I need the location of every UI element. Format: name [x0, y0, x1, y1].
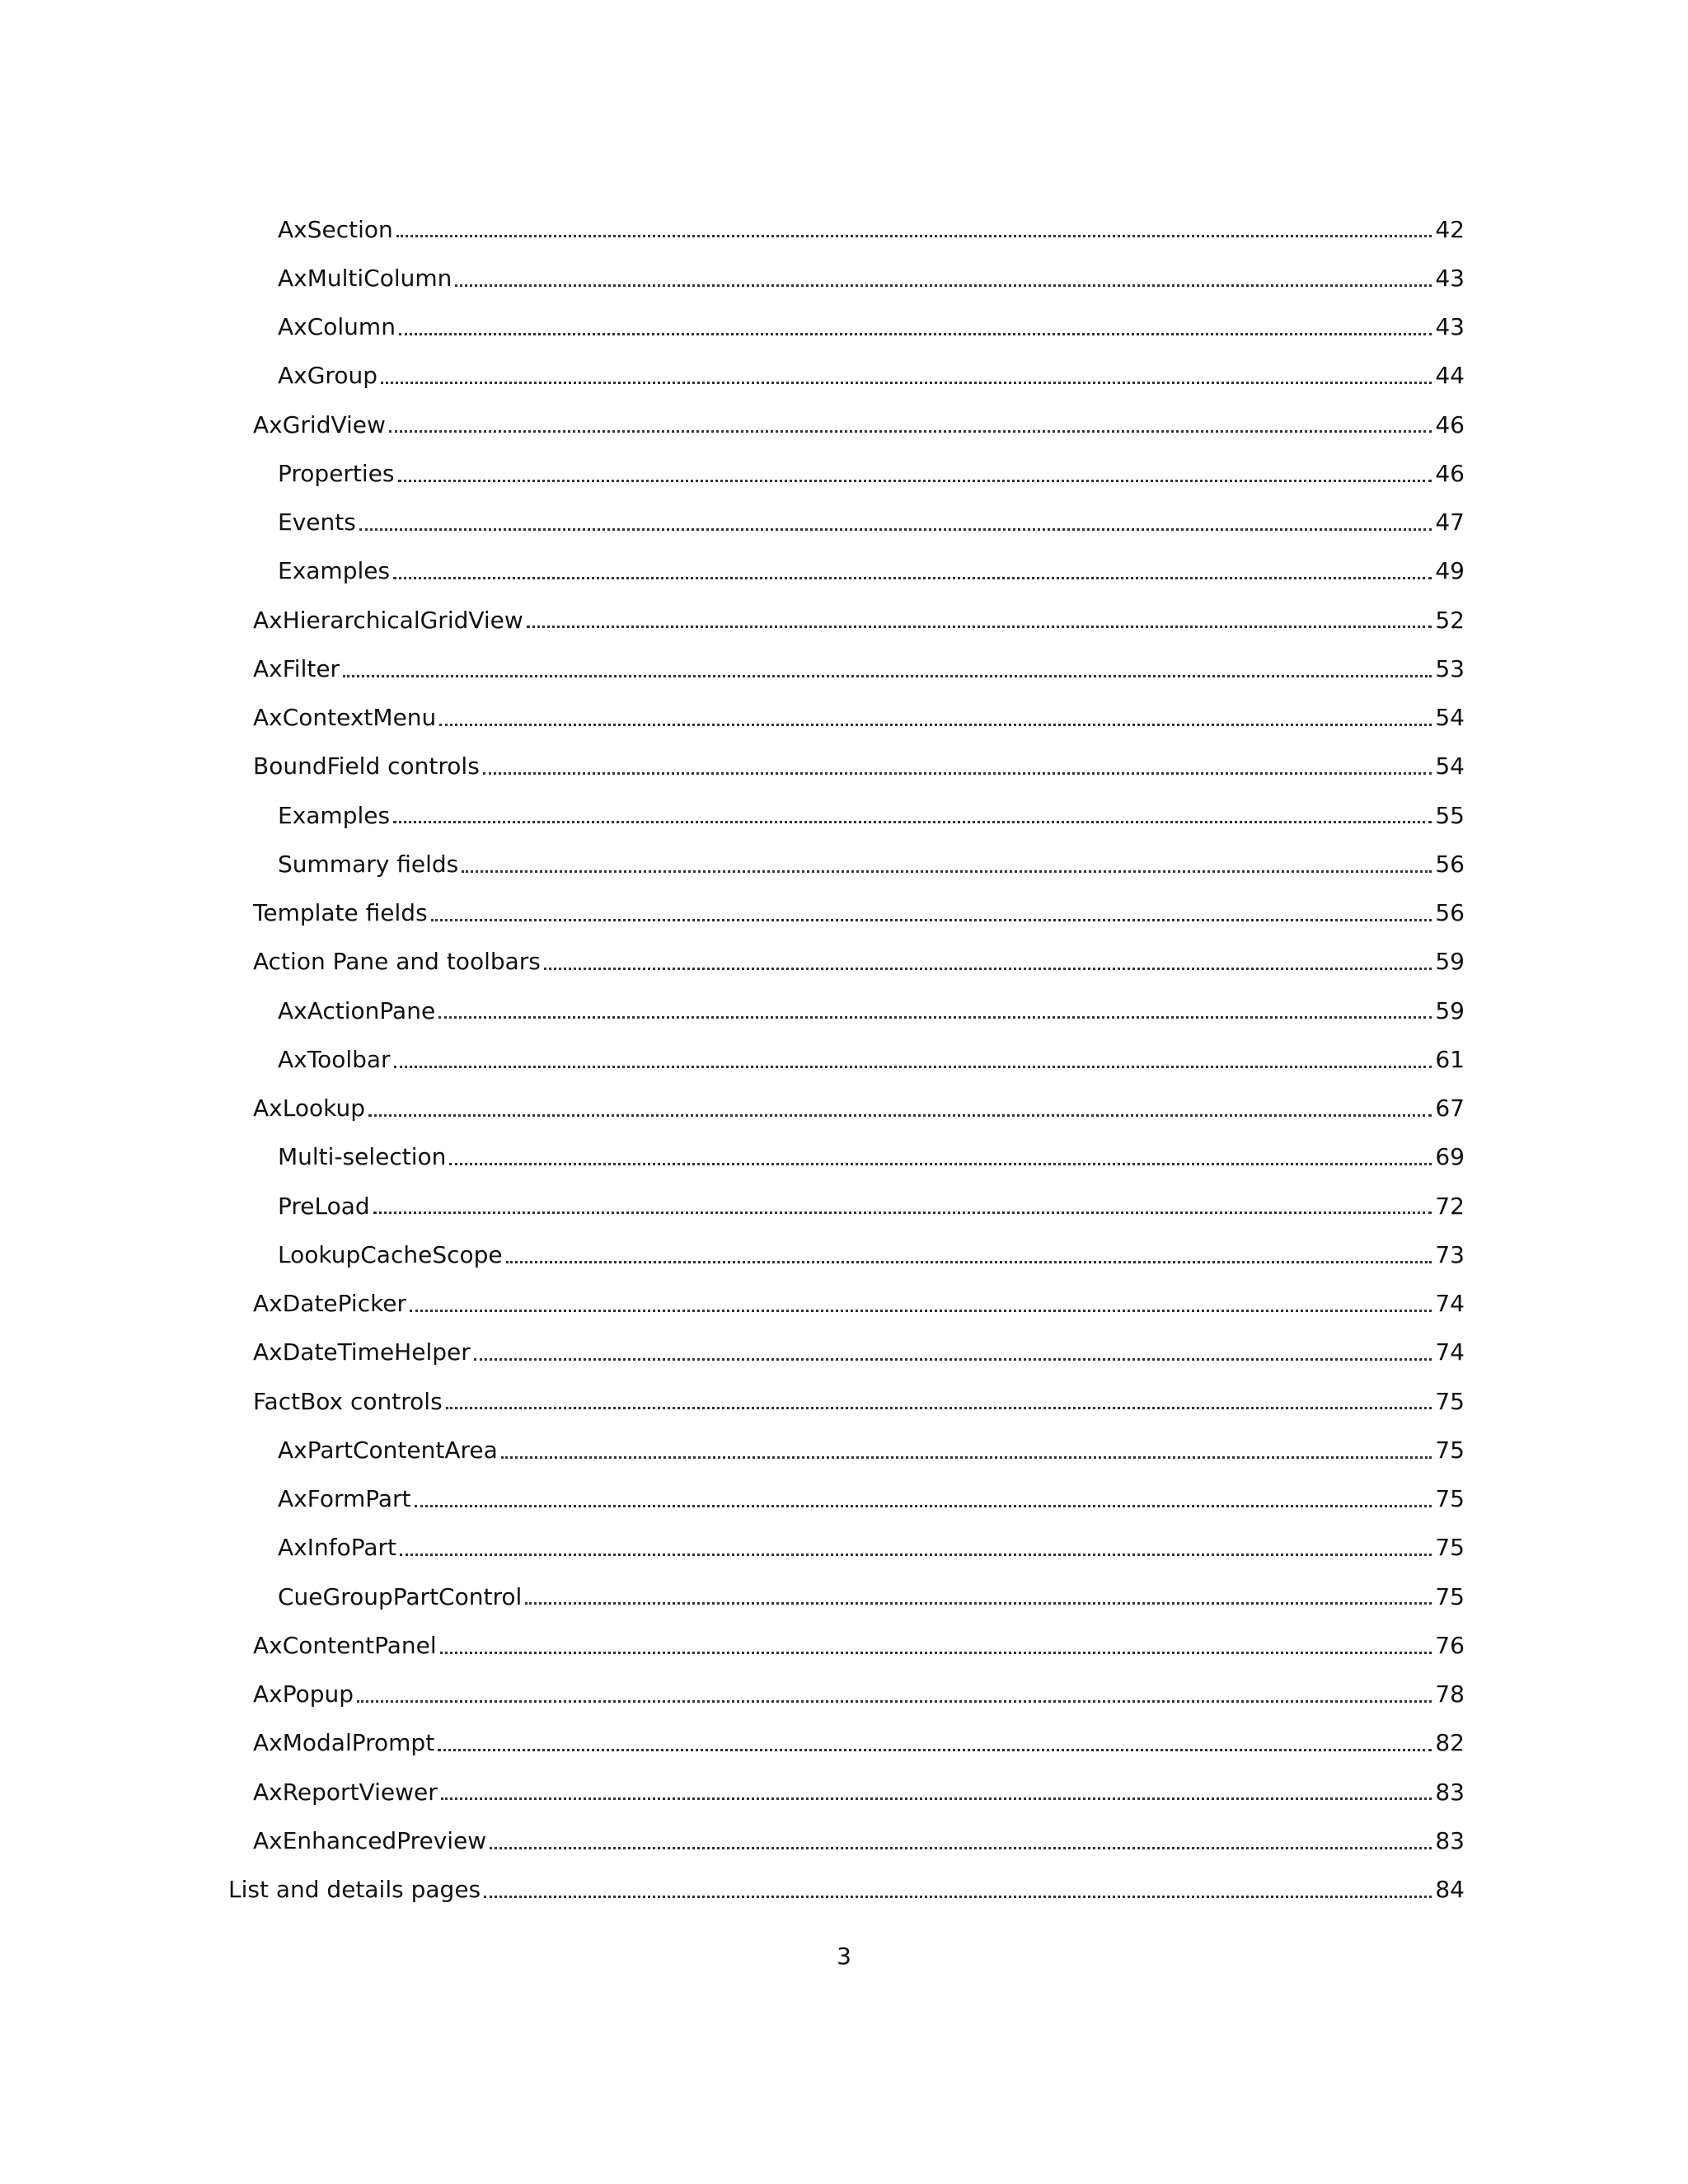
toc-entry-title: PreLoad [278, 1192, 370, 1220]
toc-entry-page-number: 75 [1435, 1534, 1465, 1562]
dot-leader [462, 870, 1432, 873]
dot-leader [393, 821, 1432, 823]
dot-leader [438, 1016, 1432, 1019]
toc-entry[interactable] [228, 1329, 1465, 1377]
toc-entry[interactable] [228, 1230, 1465, 1279]
page-number: 3 [837, 1943, 851, 1970]
dot-leader [525, 1602, 1432, 1605]
toc-entry-title: LookupCacheScope [278, 1240, 503, 1268]
toc-entry-page-number: 84 [1435, 1876, 1465, 1904]
dot-leader [484, 1896, 1432, 1898]
toc-entry-page-number: 56 [1435, 899, 1465, 927]
dot-leader [440, 1652, 1432, 1654]
dot-leader [544, 968, 1432, 970]
toc-entry-page-number: 82 [1435, 1729, 1465, 1757]
toc-entry[interactable] [228, 1035, 1465, 1084]
toc-entry[interactable] [228, 1524, 1465, 1572]
dot-leader [393, 577, 1432, 579]
dot-leader [394, 1066, 1432, 1068]
toc-entry[interactable] [228, 743, 1465, 791]
toc-entry-page-number: 54 [1435, 752, 1465, 780]
toc-entry-title: AxInfoPart [278, 1534, 396, 1562]
toc-entry-title: AxToolbar [278, 1045, 391, 1073]
toc-entry-page-number: 61 [1435, 1045, 1465, 1073]
toc-entry-page-number: 75 [1435, 1436, 1465, 1464]
toc-entry[interactable] [228, 1621, 1465, 1670]
toc-entry-page-number: 75 [1435, 1485, 1465, 1513]
toc-entry[interactable] [228, 205, 1465, 254]
dot-leader [410, 1310, 1432, 1312]
toc-entry-title: AxActionPane [278, 996, 436, 1024]
toc-entry[interactable] [228, 791, 1465, 840]
toc-entry[interactable] [228, 1671, 1465, 1719]
dot-leader [439, 724, 1432, 726]
toc-entry-title: AxLookup [253, 1094, 365, 1122]
toc-entry-page-number: 42 [1435, 215, 1465, 243]
dot-leader [455, 284, 1432, 287]
toc-entry-page-number: 75 [1435, 1582, 1465, 1610]
toc-entry-title: AxFilter [253, 654, 340, 682]
dot-leader [527, 626, 1432, 628]
toc-entry[interactable] [228, 303, 1465, 352]
toc-entry[interactable] [228, 1182, 1465, 1230]
toc-entry-title: AxContentPanel [253, 1631, 437, 1659]
toc-entry-page-number: 73 [1435, 1240, 1465, 1268]
toc-entry-page-number: 56 [1435, 850, 1465, 878]
dot-leader [501, 1456, 1432, 1459]
toc-entry[interactable] [228, 499, 1465, 547]
toc-entry-title: AxReportViewer [253, 1778, 438, 1806]
toc-entry[interactable] [228, 694, 1465, 743]
toc-entry[interactable] [228, 1768, 1465, 1816]
dot-leader [359, 528, 1432, 531]
toc-entry[interactable] [228, 547, 1465, 596]
toc-entry[interactable] [228, 401, 1465, 449]
toc-entry-page-number: 49 [1435, 557, 1465, 585]
toc-entry[interactable] [228, 644, 1465, 693]
dot-leader [396, 235, 1432, 237]
toc-entry-title: AxEnhancedPreview [253, 1826, 487, 1854]
dot-leader [441, 1797, 1432, 1800]
dot-leader [483, 772, 1432, 775]
toc-entry-title: Properties [278, 459, 395, 487]
toc-entry[interactable] [228, 1280, 1465, 1329]
toc-entry-title: AxContextMenu [253, 704, 437, 732]
toc-entry[interactable] [228, 1572, 1465, 1621]
dot-leader [399, 333, 1432, 335]
toc-entry-title: FactBox controls [253, 1387, 443, 1415]
toc-entry-page-number: 78 [1435, 1680, 1465, 1708]
dot-leader [381, 382, 1432, 384]
toc-entry-page-number: 54 [1435, 704, 1465, 732]
toc-entry-page-number: 47 [1435, 509, 1465, 537]
toc-entry-title: BoundField controls [253, 752, 480, 780]
dot-leader [373, 1212, 1432, 1214]
toc-entry-page-number: 46 [1435, 459, 1465, 487]
dot-leader [438, 1749, 1432, 1751]
toc-entry-title: Examples [278, 557, 391, 585]
toc-entry-title: Events [278, 509, 356, 537]
toc-entry-title: CueGroupPartControl [278, 1582, 523, 1610]
toc-entry[interactable] [228, 840, 1465, 888]
toc-entry-page-number: 74 [1435, 1338, 1465, 1366]
toc-entry-page-number: 67 [1435, 1094, 1465, 1122]
toc-entry-title: Examples [278, 801, 391, 829]
toc-entry[interactable] [228, 596, 1465, 644]
toc-entry[interactable] [228, 889, 1465, 938]
toc-entry-title: AxPartContentArea [278, 1436, 498, 1464]
toc-entry-title: AxSection [278, 215, 393, 243]
dot-leader [490, 1847, 1432, 1849]
table-of-contents [228, 205, 1465, 1915]
toc-entry[interactable] [228, 352, 1465, 401]
dot-leader [389, 430, 1432, 433]
toc-entry[interactable] [228, 1866, 1465, 1915]
dot-leader [431, 919, 1432, 921]
dot-leader [400, 1554, 1432, 1556]
toc-entry-page-number: 83 [1435, 1826, 1465, 1854]
dot-leader [446, 1407, 1432, 1409]
toc-entry-page-number: 43 [1435, 264, 1465, 292]
toc-entry-page-number: 44 [1435, 362, 1465, 390]
toc-entry-page-number: 55 [1435, 801, 1465, 829]
toc-entry-title: AxDatePicker [253, 1290, 407, 1318]
toc-entry-title: Template fields [253, 899, 428, 927]
dot-leader [474, 1358, 1432, 1361]
toc-entry-page-number: 83 [1435, 1778, 1465, 1806]
toc-entry-title: Summary fields [278, 850, 459, 878]
dot-leader [398, 480, 1432, 482]
toc-entry-title: AxModalPrompt [253, 1729, 435, 1757]
toc-entry-title: AxMultiColumn [278, 264, 452, 292]
toc-entry-page-number: 59 [1435, 996, 1465, 1024]
toc-entry-page-number: 69 [1435, 1143, 1465, 1171]
toc-entry-page-number: 75 [1435, 1387, 1465, 1415]
toc-entry-title: AxFormPart [278, 1485, 411, 1513]
toc-entry[interactable] [228, 1475, 1465, 1524]
toc-entry-title: AxPopup [253, 1680, 354, 1708]
toc-entry[interactable] [228, 1133, 1465, 1182]
toc-entry[interactable] [228, 1377, 1465, 1426]
toc-entry[interactable] [228, 449, 1465, 498]
toc-entry-title: AxGroup [278, 362, 377, 390]
toc-entry-page-number: 74 [1435, 1290, 1465, 1318]
toc-entry[interactable] [228, 938, 1465, 987]
toc-entry-title: Action Pane and toolbars [253, 948, 541, 976]
toc-entry-page-number: 43 [1435, 313, 1465, 341]
dot-leader [415, 1505, 1432, 1507]
dot-leader [368, 1114, 1432, 1117]
toc-entry-page-number: 46 [1435, 410, 1465, 438]
dot-leader [449, 1163, 1432, 1165]
toc-entry-page-number: 53 [1435, 654, 1465, 682]
toc-entry-title: AxHierarchicalGridView [253, 606, 523, 634]
toc-entry[interactable] [228, 254, 1465, 302]
toc-entry[interactable] [228, 1719, 1465, 1768]
toc-entry-title: List and details pages [228, 1876, 481, 1904]
toc-entry[interactable] [228, 1085, 1465, 1133]
toc-entry[interactable] [228, 1426, 1465, 1474]
toc-entry-page-number: 52 [1435, 606, 1465, 634]
toc-entry-title: AxDateTimeHelper [253, 1338, 471, 1366]
toc-entry-title: AxGridView [253, 410, 386, 438]
toc-entry-page-number: 76 [1435, 1631, 1465, 1659]
toc-entry-page-number: 59 [1435, 948, 1465, 976]
toc-entry-page-number: 72 [1435, 1192, 1465, 1220]
dot-leader [506, 1261, 1432, 1263]
dot-leader [357, 1700, 1432, 1703]
dot-leader [343, 675, 1432, 677]
toc-entry[interactable] [228, 1816, 1465, 1865]
toc-entry-title: AxColumn [278, 313, 396, 341]
toc-entry[interactable] [228, 987, 1465, 1035]
toc-entry-title: Multi-selection [278, 1143, 447, 1171]
